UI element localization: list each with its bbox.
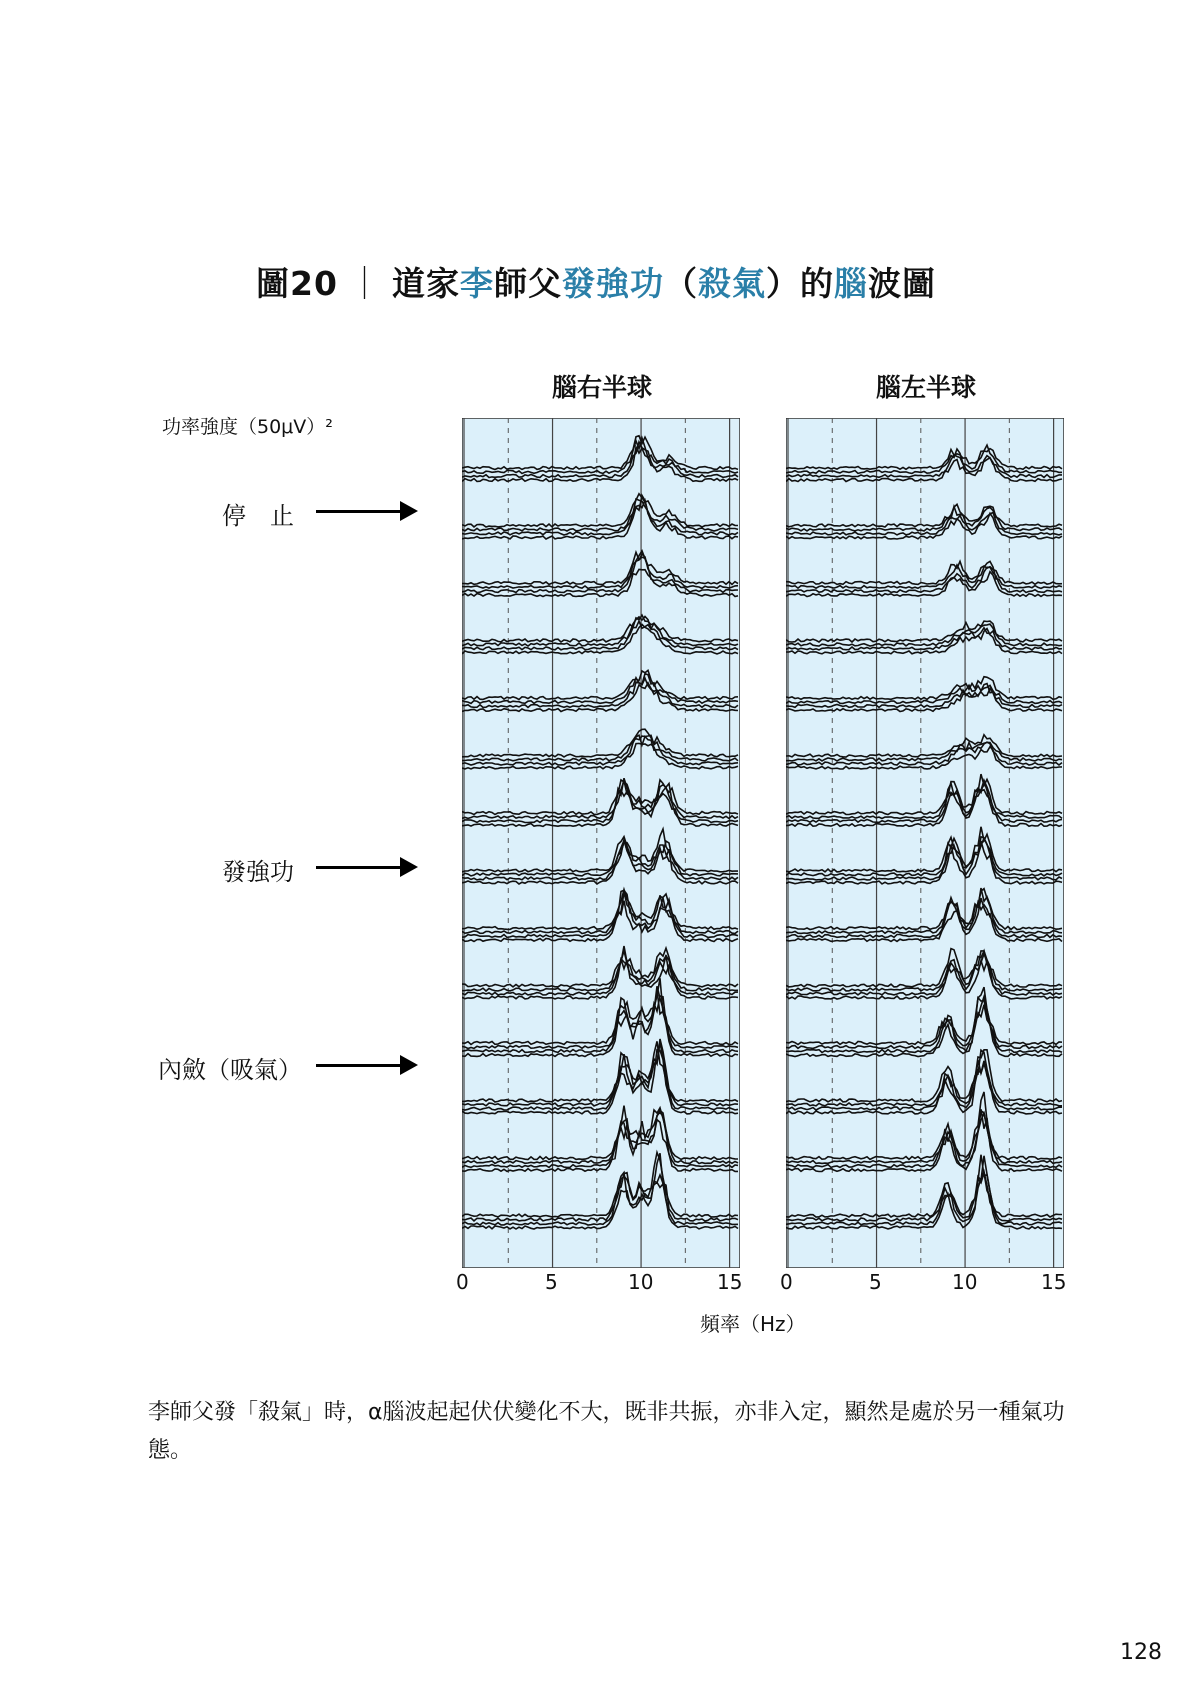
figure-number: 圖20 — [256, 264, 338, 303]
title-part: 殺氣 — [697, 264, 766, 303]
title-part: 腦 — [833, 264, 868, 303]
x-tick: 15 — [717, 1270, 743, 1294]
marker-power-label: 發強功 — [222, 858, 294, 886]
figure-caption: 李師父發「殺氣」時，α腦波起起伏伏變化不大，既非共振，亦非入定，顯然是處於另一種氣功態。 — [148, 1400, 1065, 1463]
x-tick: 5 — [545, 1270, 558, 1294]
title-part: 師 — [493, 264, 528, 303]
title-part: 道家 — [391, 264, 460, 303]
title-part: 李 — [459, 264, 494, 303]
title-part: 發強功 — [561, 264, 664, 303]
x-tick: 5 — [869, 1270, 882, 1294]
x-tick: 0 — [456, 1270, 469, 1294]
marker-stop-label: 停 止 — [222, 502, 294, 530]
y-axis-label: 功率強度（50μV）² — [162, 416, 333, 438]
right-hemisphere-eeg-panel — [462, 418, 740, 1268]
title-separator: ｜ — [347, 264, 382, 303]
marker-power-arrow — [316, 866, 414, 869]
marker-inhale-arrow — [316, 1064, 414, 1067]
x-axis-label: 頻率（Hz） — [700, 1312, 806, 1336]
title-part: ）的 — [765, 264, 834, 303]
title-part: 波圖 — [867, 264, 936, 303]
right-hemisphere-title: 腦右半球 — [552, 373, 653, 402]
marker-inhale-label: 內斂（吸氣） — [158, 1056, 302, 1084]
title-part: 父 — [527, 264, 562, 303]
panel-background — [462, 418, 740, 1268]
x-tick: 15 — [1041, 1270, 1067, 1294]
panel-background — [786, 418, 1064, 1268]
page-number: 128 — [1120, 1640, 1162, 1665]
left-hemisphere-eeg-panel — [786, 418, 1064, 1268]
x-tick: 10 — [952, 1270, 978, 1294]
title-part: （ — [663, 264, 698, 303]
figure-title — [0, 258, 1192, 305]
x-tick: 10 — [628, 1270, 654, 1294]
x-tick: 0 — [780, 1270, 793, 1294]
left-hemisphere-title: 腦左半球 — [876, 373, 977, 402]
marker-stop-arrow — [316, 510, 414, 513]
